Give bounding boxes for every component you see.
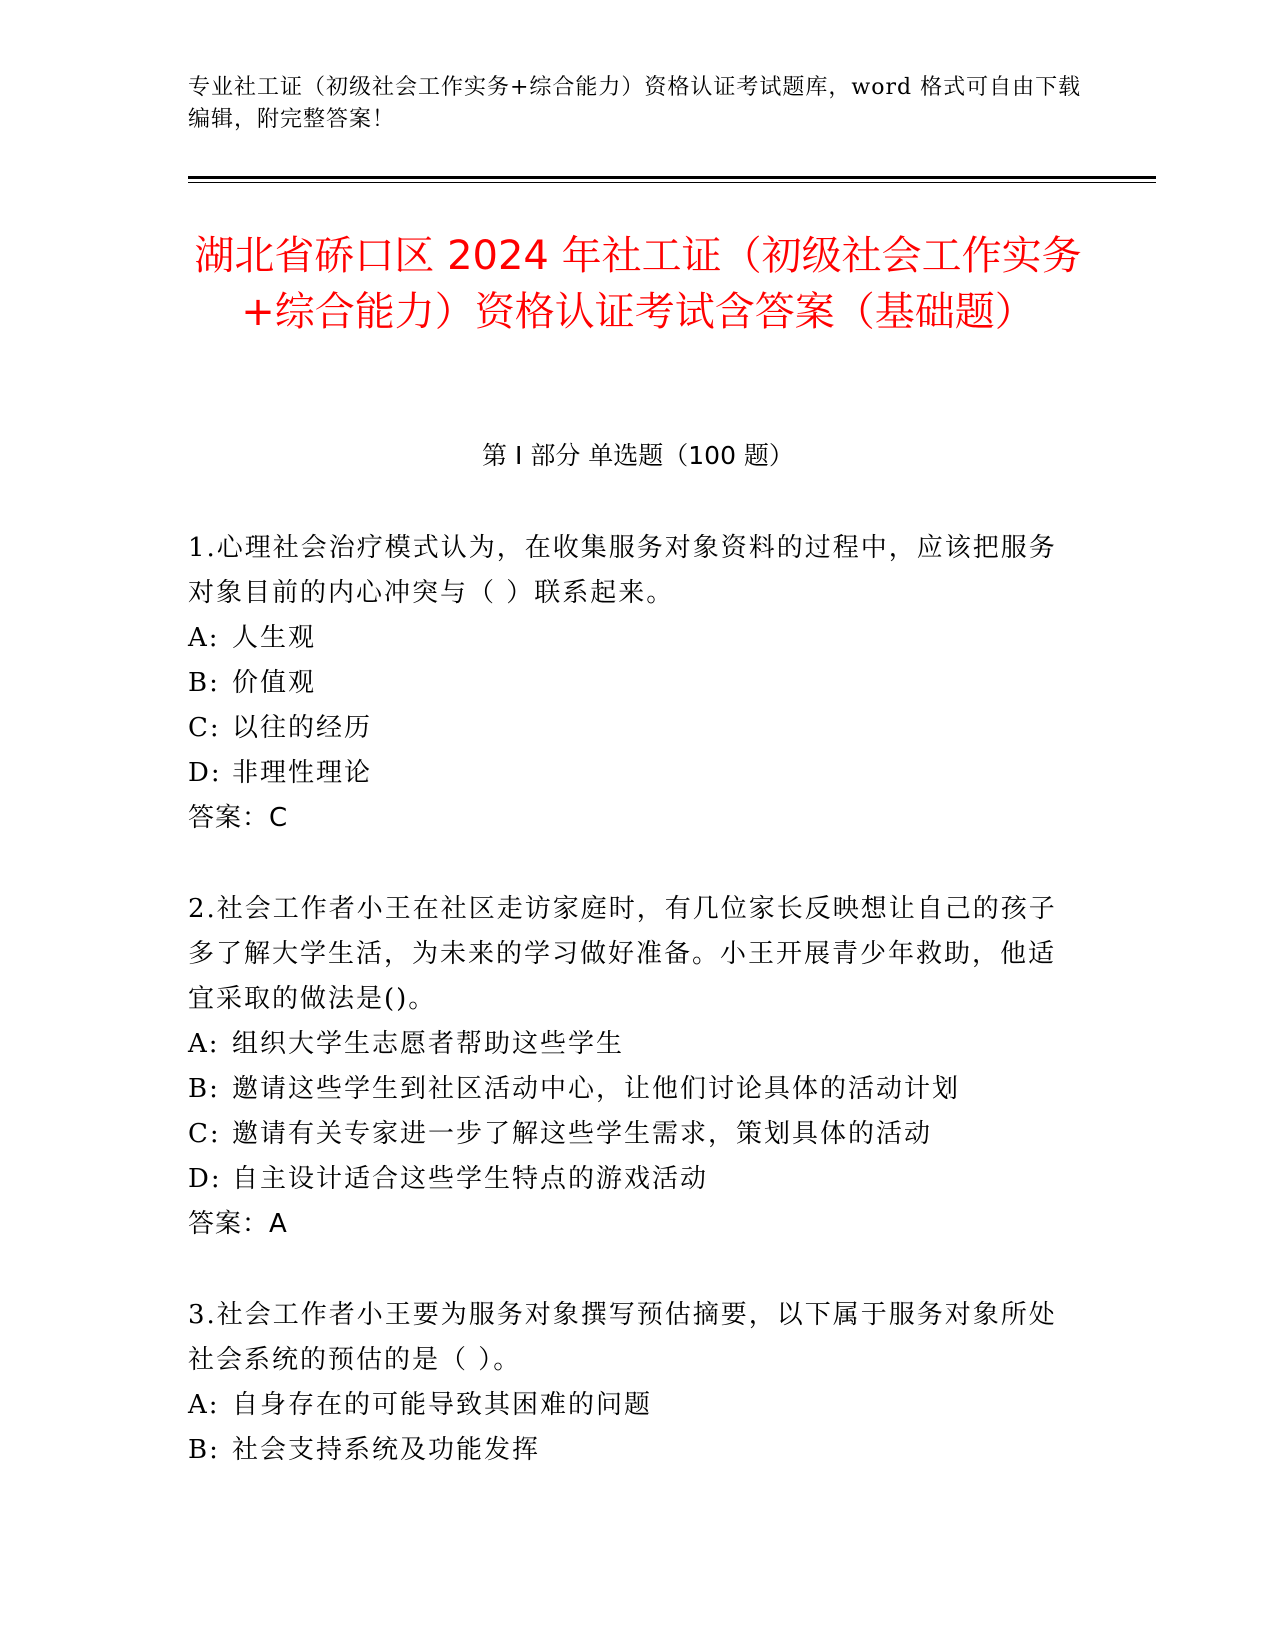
question-option-b xyxy=(188,1428,1068,1473)
option-text: 邀请有关专家进一步了解这些学生需求，策划具体的活动 xyxy=(232,1119,933,1149)
option-letter: D: xyxy=(188,1164,222,1194)
option-text: 价值观 xyxy=(232,668,317,698)
option-text: 自身存在的可能导致其困难的问题 xyxy=(232,1390,653,1420)
question-3 xyxy=(188,1293,1068,1473)
question-stem: 3.社会工作者小王要为服务对象撰写预估摘要，以下属于服务对象所处社会系统的预估的是（ ）。 xyxy=(188,1300,1057,1375)
option-text: 社会支持系统及功能发挥 xyxy=(232,1435,541,1465)
option-text: 人生观 xyxy=(232,623,317,653)
header-divider-thin xyxy=(188,182,1156,183)
question-answer: 答案：A xyxy=(188,1209,288,1239)
option-text: 非理性理论 xyxy=(232,758,373,788)
option-letter: B: xyxy=(188,1074,220,1104)
option-letter: D: xyxy=(188,758,222,788)
question-2 xyxy=(188,887,1068,1247)
question-stem: 1.心理社会治疗模式认为，在收集服务对象资料的过程中，应该把服务对象目前的内心冲突与（ ）联系起来。 xyxy=(188,533,1057,608)
question-option-a xyxy=(188,1022,1068,1067)
option-letter: C: xyxy=(188,713,221,743)
question-option-d xyxy=(188,751,1068,796)
document-title: 湖北省硚口区 2024 年社工证（初级社会工作实务+综合能力）资格认证考试含答案（基础题） xyxy=(194,233,1082,335)
question-1 xyxy=(188,526,1068,841)
question-answer: 答案：C xyxy=(188,803,289,833)
option-text: 自主设计适合这些学生特点的游戏活动 xyxy=(232,1164,709,1194)
question-option-a xyxy=(188,1383,1068,1428)
option-text: 邀请这些学生到社区活动中心，让他们讨论具体的活动计划 xyxy=(232,1074,961,1104)
header-note: 专业社工证（初级社会工作实务+综合能力）资格认证考试题库，word 格式可自由下载编辑，附完整答案！ xyxy=(188,75,1082,132)
option-letter: A: xyxy=(188,1390,220,1420)
option-letter: C: xyxy=(188,1119,221,1149)
question-option-b xyxy=(188,1067,1068,1112)
option-text: 组织大学生志愿者帮助这些学生 xyxy=(232,1029,625,1059)
question-option-c xyxy=(188,706,1068,751)
question-option-b xyxy=(188,661,1068,706)
option-letter: A: xyxy=(188,1029,220,1059)
question-option-a xyxy=(188,616,1068,661)
section-title: 第 I 部分 单选题（100 题） xyxy=(482,441,794,470)
option-text: 以往的经历 xyxy=(232,713,373,743)
question-option-d xyxy=(188,1157,1068,1202)
header-divider-thick xyxy=(188,176,1156,179)
option-letter: B: xyxy=(188,1435,220,1465)
option-letter: B: xyxy=(188,668,220,698)
question-list xyxy=(188,526,1068,1519)
question-stem: 2.社会工作者小王在社区走访家庭时，有几位家长反映想让自己的孩子多了解大学生活，为未来的学习做好准备。小王开展青少年救助，他适宜采取的做法是()。 xyxy=(188,894,1057,1014)
option-letter: A: xyxy=(188,623,220,653)
question-option-c xyxy=(188,1112,1068,1157)
